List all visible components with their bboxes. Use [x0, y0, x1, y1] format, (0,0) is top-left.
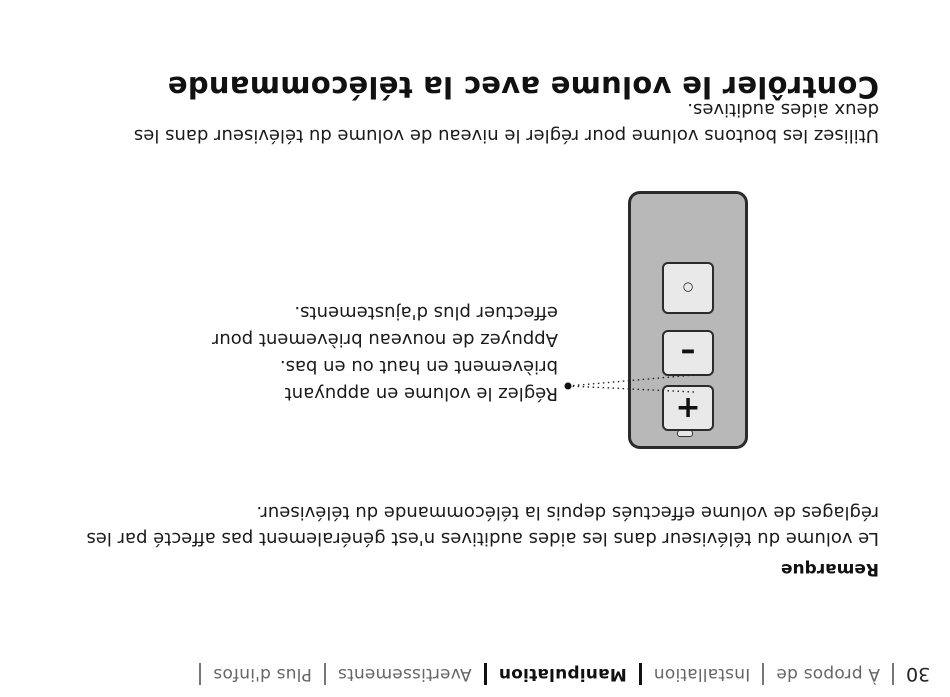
nav-separator: [892, 663, 894, 685]
nav-item-plus-d-infos[interactable]: Plus d'infos: [213, 664, 312, 684]
page-heading: Contrôler le volume avec la télécommande: [167, 70, 879, 104]
remote-control-illustration: [628, 191, 748, 449]
page-number: 30: [906, 663, 931, 685]
remote-indicator: [677, 430, 693, 437]
nav-item-installation[interactable]: Installation: [653, 664, 751, 684]
volume-annotation: Réglez le volume en appuyant brièvement en haut ou en bas. Appuyez de nouveau brièvement pour effectuer plus d'ajustements.: [211, 302, 558, 404]
callout-leader-lines: [564, 371, 696, 401]
volume-down-button: –: [662, 330, 714, 376]
leader-line-down: [568, 375, 694, 386]
nav-item-manipulation[interactable]: Manipulation: [498, 664, 627, 684]
nav-separator: [484, 663, 487, 685]
nav-separator: [324, 663, 326, 685]
note-text: Le volume du téléviseur dans les aides auditives n'est généralement pas affecté par les réglages de volume effectués depuis la télécommande du téléviseur.: [86, 502, 879, 549]
nav-separator: [762, 663, 764, 685]
leader-line-up: [568, 386, 694, 392]
nav-separator: [639, 663, 642, 685]
nav-separator: [199, 663, 201, 685]
program-button: ○: [662, 262, 714, 314]
note-title: Remarque: [781, 559, 879, 579]
volume-up-button: +: [662, 385, 714, 431]
nav-item-avertissements[interactable]: Avertissements: [337, 664, 472, 684]
nav-item-a-propos[interactable]: À propos de: [776, 664, 880, 684]
intro-text: Utilisez les boutons volume pour régler le niveau de volume du téléviseur dans les deux aides auditives.: [133, 99, 879, 146]
leader-dot: [565, 383, 572, 390]
navigation-bar: [187, 659, 950, 689]
